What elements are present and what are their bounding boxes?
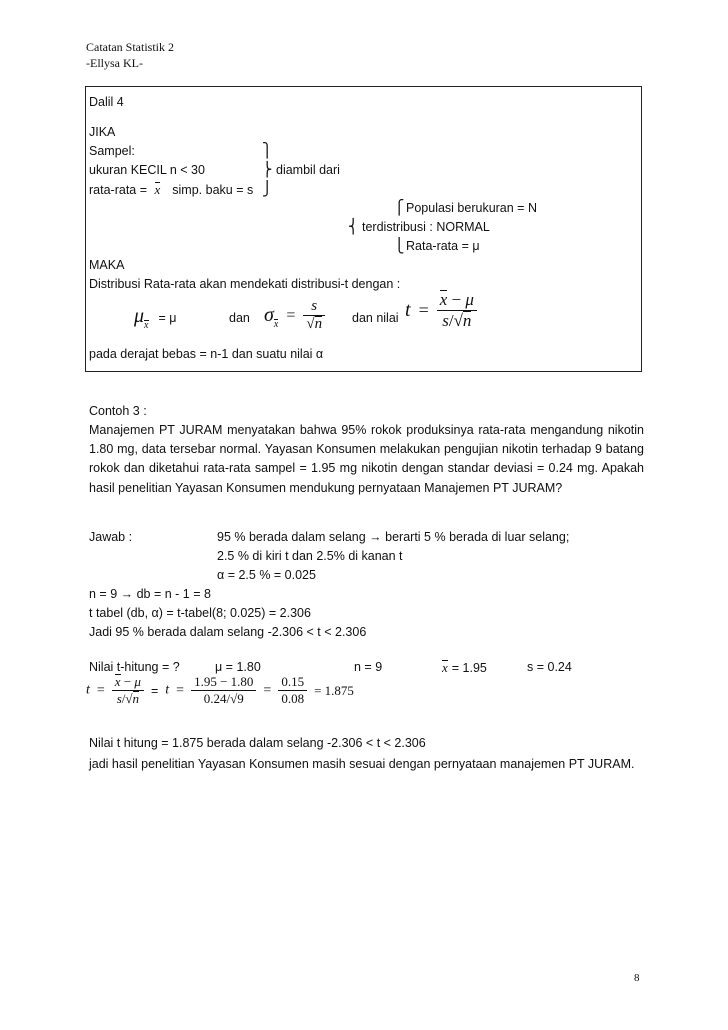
pop-mean: Rata-rata = μ bbox=[406, 239, 480, 253]
example-paragraph: Manajemen PT JURAM menyatakan bahwa 95% rokok produksinya rata-rata mengandung nikotin 1.80 mg, data tersebar normal. Yayasan Konsumen melakukan pengujian nikotin terhadap 9 batang rokok dan diketahui rata-rata sampel = 1.95 mg nikotin dengan standar deviasi = 0.24 mg. Apakah hasil penelitian Yayasan Konsumen mendukung pernyataan Manajemen PT JURAM? bbox=[89, 423, 644, 495]
page-number: 8 bbox=[634, 972, 640, 984]
std-label: simp. baku = s bbox=[172, 183, 254, 197]
pop-brace-bot: ⎩ bbox=[394, 238, 405, 254]
pop-size: Populasi berukuran = N bbox=[406, 201, 537, 215]
header-author: -Ellysa KL- bbox=[86, 56, 143, 70]
conclusion-line: Distribusi Rata-rata akan mendekati distribusi-t dengan : bbox=[89, 277, 401, 291]
answer-line-3: α = 2.5 % = 0.025 bbox=[217, 568, 316, 582]
calc-numerator-2: 0.15 bbox=[278, 674, 307, 691]
mean-label: rata-rata = bbox=[89, 183, 151, 197]
brace-bot: ⎭ bbox=[262, 181, 273, 197]
and-value-label: dan nilai bbox=[352, 311, 399, 325]
pop-brace-top: ⎧ bbox=[394, 200, 405, 216]
mu-xbar-formula: $\mu_x = \mu$ bbox=[134, 305, 177, 331]
conclusion-line-2: jadi hasil penelitian Yayasan Konsumen masih sesuai dengan pernyataan manajemen PT JURAM. bbox=[89, 757, 635, 771]
sample-mean-line bbox=[89, 182, 253, 197]
xbar-value: x = 1.95 bbox=[442, 660, 487, 675]
calc-denominator-1: 0.24/√9 bbox=[203, 691, 244, 706]
taken-from-label: diambil dari bbox=[276, 163, 340, 177]
calc-result: = 1.875 bbox=[314, 682, 354, 698]
calc-denominator-2: 0.08 bbox=[281, 691, 305, 706]
header-title: Catatan Statistik 2 bbox=[86, 40, 174, 54]
degrees-of-freedom-line: pada derajat bebas = n-1 dan suatu nilai α bbox=[89, 347, 324, 361]
n-value: n = 9 bbox=[354, 660, 383, 674]
answer-line-1: 95 % berada dalam selang → berarti 5 % berada di luar selang; bbox=[217, 530, 570, 544]
s-value: s = 0.24 bbox=[527, 660, 572, 674]
answer-line-2: 2.5 % di kiri t dan 2.5% di kanan t bbox=[217, 549, 403, 563]
conclusion-line-1: Nilai t hitung = 1.875 berada dalam selang -2.306 < t < 2.306 bbox=[89, 736, 426, 750]
answer-label: Jawab : bbox=[89, 530, 133, 544]
sample-size-line: ukuran KECIL n < 30 bbox=[89, 163, 205, 177]
interval-line: Jadi 95 % berada dalam selang -2.306 < t < 2.306 bbox=[89, 625, 367, 639]
t-count-label: Nilai t-hitung = ? bbox=[89, 660, 180, 674]
example-title: Contoh 3 : bbox=[89, 404, 147, 418]
sigma-xbar-formula: $\sigma_x$ = $\frac{s}{√n}$ bbox=[264, 298, 325, 333]
calc-numerator-1: 1.95 − 1.80 bbox=[191, 674, 256, 691]
brace-top: ⎫ bbox=[262, 143, 273, 159]
theorem-title: Dalil 4 bbox=[89, 95, 124, 109]
mu-value: μ = 1.80 bbox=[215, 660, 261, 674]
sample-label: Sampel: bbox=[89, 144, 135, 158]
n-db-line: n = 9 → db = n - 1 = 8 bbox=[89, 587, 211, 601]
and-label: dan bbox=[229, 311, 250, 325]
pop-distribution: terdistribusi : NORMAL bbox=[362, 220, 490, 234]
brace-mid: ⎬ bbox=[262, 162, 273, 178]
then-label: MAKA bbox=[89, 258, 125, 272]
t-table-line: t tabel (db, α) = t-tabel(8; 0.025) = 2.306 bbox=[89, 606, 311, 620]
t-calculation: t = $\frac{x - \mu}{s/√n}$ = t = $\frac{1.95 - 1.80}{0.24/√9}$ = $\frac{0.15}{0.08}$ = 1.875 bbox=[86, 674, 354, 706]
t-formula: t = $\frac{x - \mu}{s/√n}$ bbox=[405, 290, 477, 331]
pop-brace-mid: ⎨ bbox=[348, 219, 359, 235]
mu-equals: = μ bbox=[158, 311, 177, 325]
xbar-symbol: x bbox=[154, 182, 161, 197]
if-label: JIKA bbox=[89, 125, 116, 139]
